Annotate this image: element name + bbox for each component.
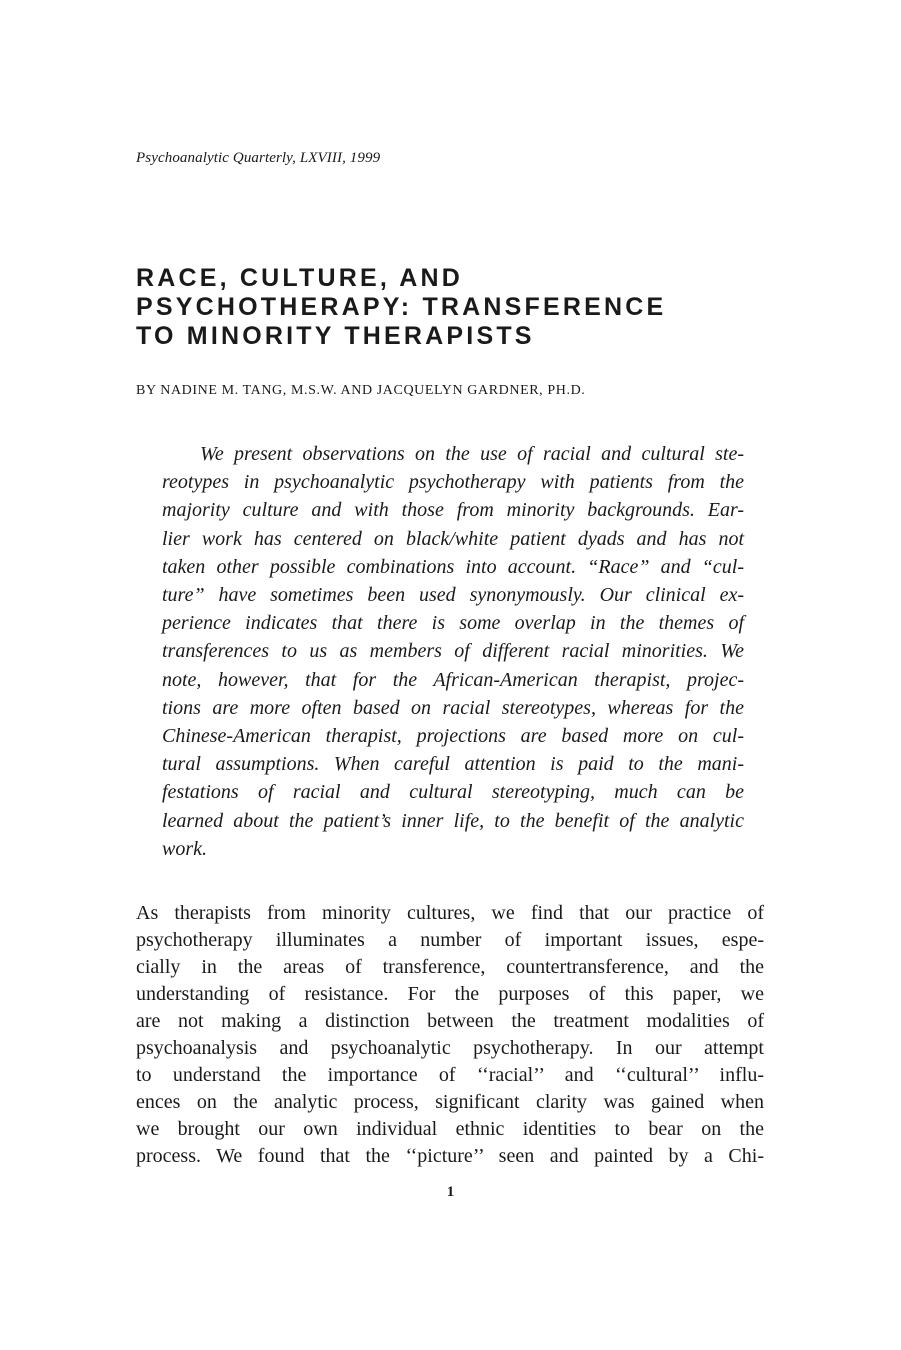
abstract-line: festations of racial and cultural stereotyping, much can be	[162, 781, 744, 804]
title-line: PSYCHOTHERAPY: TRANSFERENCE	[136, 293, 667, 321]
body-line: to understand the importance of ‘‘racial’’ and ‘‘cultural’’ influ-	[136, 1064, 764, 1086]
abstract-line: transferences to us as members of different racial minorities. We	[162, 640, 744, 663]
body-line: ences on the analytic process, significant clarity was gained when	[136, 1091, 764, 1113]
abstract-line: reotypes in psychoanalytic psychotherapy with patients from the	[162, 471, 744, 494]
body-line: we brought our own individual ethnic identities to bear on the	[136, 1118, 764, 1140]
abstract-line: Chinese-American therapist, projections are based more on cul-	[162, 725, 744, 748]
title-line: RACE, CULTURE, AND	[136, 264, 464, 292]
abstract-line: tions are more often based on racial stereotypes, whereas for the	[162, 696, 744, 719]
abstract-line: We present observations on the use of racial and cultural ste-	[200, 443, 744, 465]
body-line: psychotherapy illuminates a number of important issues, espe-	[136, 929, 764, 951]
abstract-line: work.	[162, 837, 207, 860]
abstract-line: ture” have sometimes been used synonymously. Our clinical ex-	[162, 584, 744, 607]
body-line: understanding of resistance. For the purposes of this paper, we	[136, 983, 764, 1005]
body-line: are not making a distinction between the treatment modalities of	[136, 1010, 764, 1032]
abstract-line: taken other possible combinations into account. “Race” and “cul-	[162, 555, 744, 578]
title-line: TO MINORITY THERAPISTS	[136, 322, 535, 350]
body-paragraph	[136, 900, 764, 1170]
abstract-line: majority culture and with those from minority backgrounds. Ear-	[162, 499, 744, 522]
body-line: As therapists from minority cultures, we find that our practice of	[136, 902, 764, 924]
page-number: 1	[446, 1184, 455, 1200]
author-byline: BY NADINE M. TANG, M.S.W. AND JACQUELYN GARDNER, PH.D.	[136, 383, 586, 398]
body-line: psychoanalysis and psychoanalytic psychotherapy. In our attempt	[136, 1037, 764, 1059]
abstract-line: perience indicates that there is some overlap in the themes of	[162, 612, 744, 635]
abstract	[162, 440, 744, 863]
body-line: cially in the areas of transference, countertransference, and the	[136, 956, 764, 978]
abstract-line: lier work has centered on black/white patient dyads and has not	[162, 527, 744, 550]
abstract-line: tural assumptions. When careful attention is paid to the mani-	[162, 753, 744, 776]
abstract-line: learned about the patient’s inner life, to the benefit of the analytic	[162, 809, 744, 832]
article-title	[136, 264, 776, 351]
abstract-line: note, however, that for the African-American therapist, projec-	[162, 668, 744, 691]
running-head: Psychoanalytic Quarterly, LXVIII, 1999	[136, 150, 381, 166]
body-line: process. We found that the ‘‘picture’’ seen and painted by a Chi-	[136, 1145, 764, 1167]
